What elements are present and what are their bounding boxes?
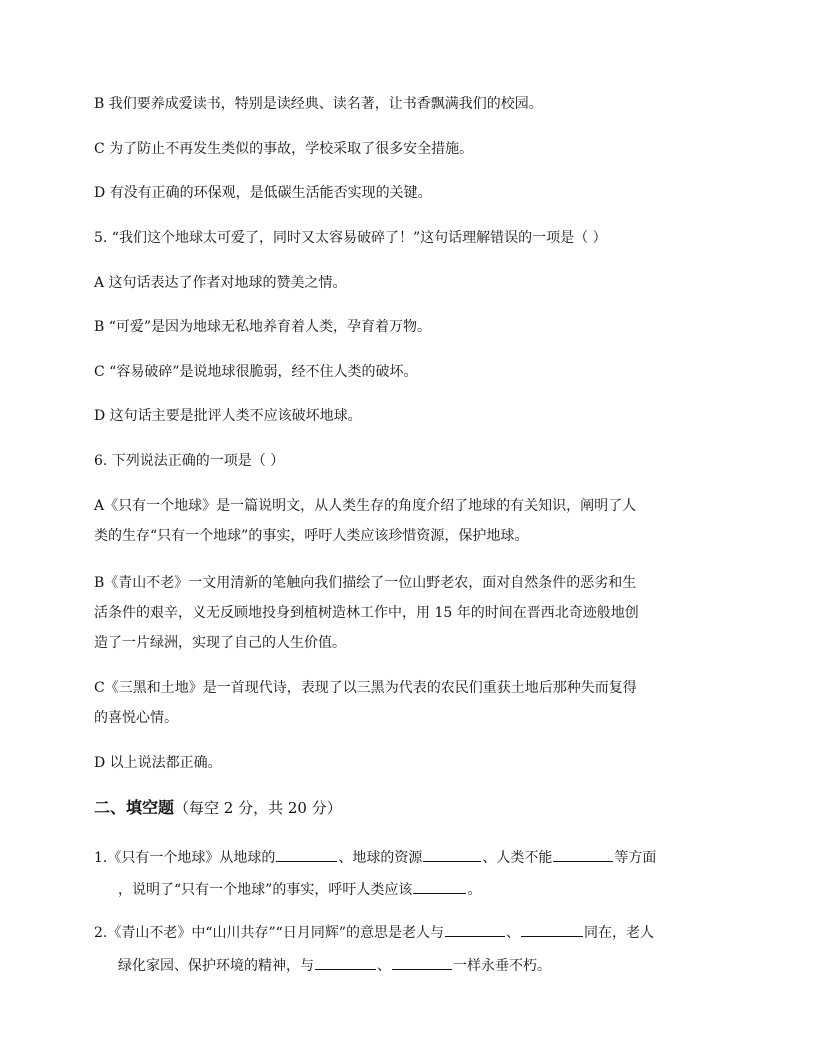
section-2-note: （每空 2 分，共 20 分） bbox=[174, 799, 342, 817]
q5-option-a: A 这句话表达了作者对地球的赞美之情。 bbox=[94, 275, 347, 291]
q5-option-d: D 这句话主要是批评人类不应该破坏地球。 bbox=[94, 408, 362, 424]
fill-question-1-line1 bbox=[94, 847, 656, 868]
fill1-text-d: 等方面 bbox=[614, 850, 657, 866]
fill-question-2-line1 bbox=[94, 922, 654, 943]
q6-option-a-line1: A《只有一个地球》是一篇说明文，从人类生存的角度介绍了地球的有关知识，阐明了人 bbox=[94, 498, 637, 514]
q4-option-d: D 有没有正确的环保观，是低碳生活能否实现的关键。 bbox=[94, 185, 432, 201]
q5-option-c: C “容易破碎”是说地球很脆弱，经不住人类的破坏。 bbox=[94, 364, 418, 380]
answer-blank[interactable] bbox=[521, 922, 583, 937]
fill2-text-f: 一样永垂不朽。 bbox=[453, 958, 551, 974]
fill1-text-f: 。 bbox=[467, 882, 482, 898]
q4-option-b: B 我们要养成爱读书，特别是读经典、读名著，让书香飘满我们的校园。 bbox=[94, 96, 543, 112]
answer-blank[interactable] bbox=[445, 922, 505, 937]
q6-option-c-line1: C《三黑和土地》是一首现代诗，表现了以三黑为代表的农民们重获土地后那种失而复得 bbox=[94, 680, 637, 696]
answer-blank[interactable] bbox=[553, 847, 613, 862]
q6-option-a-line2: 类的生存“只有一个地球”的事实，呼吁人类应该珍惜资源，保护地球。 bbox=[94, 528, 529, 544]
fill1-text-a: 1.《只有一个地球》从地球的 bbox=[94, 850, 276, 866]
answer-blank[interactable] bbox=[392, 955, 452, 970]
answer-blank[interactable] bbox=[413, 879, 466, 894]
answer-blank[interactable] bbox=[423, 847, 481, 862]
q4-option-c: C 为了防止不再发生类似的事故，学校采取了很多安全措施。 bbox=[94, 141, 474, 157]
fill1-text-b: 、地球的资源 bbox=[338, 850, 423, 866]
fill-question-1-line2 bbox=[118, 879, 481, 900]
q6-option-c-line2: 的喜悦心情。 bbox=[94, 710, 178, 726]
section-2-heading bbox=[94, 798, 342, 818]
fill2-text-a: 2.《青山不老》中“山川共存”“日月同辉”的意思是老人与 bbox=[94, 925, 444, 941]
q6-option-d: D 以上说法都正确。 bbox=[94, 755, 222, 771]
q6-option-b-line3: 造了一片绿洲，实现了自己的人生价值。 bbox=[94, 635, 346, 651]
q6-option-b-line2: 活条件的艰辛，义无反顾地投身到植树造林工作中，用 15 年的时间在晋西北奇迹般地创 bbox=[94, 605, 639, 621]
question-6: 6. 下列说法正确的一项是（ ） bbox=[94, 453, 285, 469]
fill2-text-d: 绿化家园、保护环境的精神，与 bbox=[118, 958, 314, 974]
q6-option-b-line1: B《青山不老》一文用清新的笔触向我们描绘了一位山野老农，面对自然条件的恶劣和生 bbox=[94, 575, 637, 591]
section-2-title: 二、填空题 bbox=[94, 798, 175, 817]
fill2-text-c: 同在，老人 bbox=[584, 925, 654, 941]
fill-question-2-line2 bbox=[118, 955, 551, 976]
question-5: 5. “我们这个地球太可爱了，同时又太容易破碎了！”这句话理解错误的一项是（ ） bbox=[94, 230, 607, 246]
fill2-text-b: 、 bbox=[506, 925, 520, 941]
fill1-text-e: ，说明了“只有一个地球”的事实，呼吁人类应该 bbox=[118, 882, 413, 898]
fill2-text-e: 、 bbox=[377, 958, 391, 974]
fill1-text-c: 、人类不能 bbox=[482, 850, 553, 866]
answer-blank[interactable] bbox=[276, 847, 337, 862]
answer-blank[interactable] bbox=[315, 955, 376, 970]
q5-option-b: B “可爱”是因为地球无私地养育着人类，孕育着万物。 bbox=[94, 319, 432, 335]
